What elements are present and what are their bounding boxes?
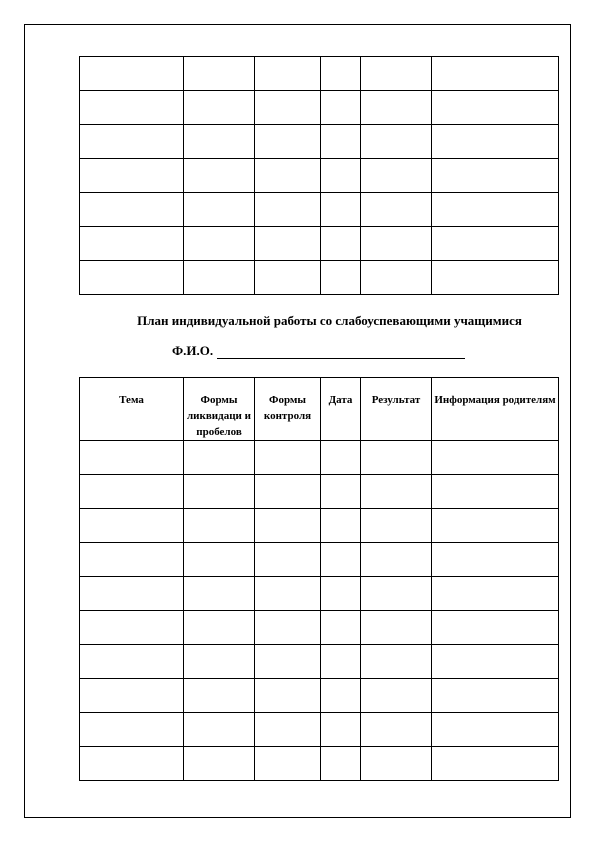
table-cell[interactable] — [432, 679, 559, 713]
table-cell[interactable] — [255, 611, 321, 645]
table-row — [80, 577, 559, 611]
table-cell[interactable] — [184, 475, 255, 509]
table-row — [80, 509, 559, 543]
table-cell[interactable] — [184, 125, 255, 159]
table-cell[interactable] — [432, 159, 559, 193]
table-cell[interactable] — [255, 227, 321, 261]
table-cell[interactable] — [321, 91, 361, 125]
table-cell[interactable] — [80, 577, 184, 611]
table-row — [80, 713, 559, 747]
table-cell[interactable] — [184, 57, 255, 91]
table-cell[interactable] — [361, 645, 432, 679]
table-cell[interactable] — [255, 57, 321, 91]
table-row — [80, 57, 559, 91]
table-cell[interactable] — [80, 475, 184, 509]
table-cell[interactable] — [184, 543, 255, 577]
table-cell[interactable] — [321, 441, 361, 475]
table-cell[interactable] — [184, 193, 255, 227]
table-cell[interactable] — [255, 441, 321, 475]
table-cell[interactable] — [432, 611, 559, 645]
table-cell[interactable] — [184, 159, 255, 193]
header-control-forms: Формы контроля — [255, 378, 321, 441]
table-cell[interactable] — [432, 91, 559, 125]
table-row — [80, 645, 559, 679]
table-cell[interactable] — [432, 261, 559, 295]
table-cell[interactable] — [80, 679, 184, 713]
table-cell[interactable] — [184, 91, 255, 125]
table-cell[interactable] — [184, 577, 255, 611]
table-row — [80, 441, 559, 475]
table-cell[interactable] — [432, 747, 559, 781]
previous-page-table — [79, 56, 559, 295]
table-cell[interactable] — [361, 475, 432, 509]
table-cell[interactable] — [432, 577, 559, 611]
table-cell[interactable] — [255, 261, 321, 295]
table-cell[interactable] — [321, 125, 361, 159]
table-cell[interactable] — [255, 645, 321, 679]
table-cell[interactable] — [321, 679, 361, 713]
table-cell[interactable] — [321, 159, 361, 193]
table-cell[interactable] — [80, 645, 184, 679]
table-cell[interactable] — [432, 645, 559, 679]
table-cell[interactable] — [80, 261, 184, 295]
table-cell[interactable] — [321, 475, 361, 509]
table-cell[interactable] — [255, 509, 321, 543]
table-row — [80, 543, 559, 577]
table-cell[interactable] — [80, 611, 184, 645]
table-row — [80, 193, 559, 227]
table-cell[interactable] — [80, 125, 184, 159]
header-date: Дата — [321, 378, 361, 441]
table-cell[interactable] — [321, 577, 361, 611]
table-cell[interactable] — [361, 57, 432, 91]
table-row — [80, 611, 559, 645]
table-cell[interactable] — [255, 713, 321, 747]
table-cell[interactable] — [361, 611, 432, 645]
header-parent-info: Информация родителям — [432, 378, 559, 441]
table-cell[interactable] — [80, 227, 184, 261]
table-cell[interactable] — [321, 509, 361, 543]
table-cell[interactable] — [80, 57, 184, 91]
table-cell[interactable] — [184, 747, 255, 781]
table-cell[interactable] — [321, 261, 361, 295]
table-cell[interactable] — [321, 227, 361, 261]
table-cell[interactable] — [432, 57, 559, 91]
table-cell[interactable] — [184, 441, 255, 475]
fio-label: Ф.И.О. — [172, 343, 214, 358]
table-cell[interactable] — [255, 577, 321, 611]
table-row — [80, 159, 559, 193]
table-cell[interactable] — [361, 261, 432, 295]
table-cell[interactable] — [361, 91, 432, 125]
table-cell[interactable] — [80, 543, 184, 577]
table-cell[interactable] — [321, 747, 361, 781]
table-cell[interactable] — [255, 747, 321, 781]
fio-line — [172, 343, 465, 359]
table-cell[interactable] — [361, 713, 432, 747]
table-cell[interactable] — [361, 227, 432, 261]
table-cell[interactable] — [255, 159, 321, 193]
table-cell[interactable] — [432, 227, 559, 261]
table-cell[interactable] — [255, 679, 321, 713]
table-cell[interactable] — [361, 679, 432, 713]
table-cell[interactable] — [361, 509, 432, 543]
plan-table — [79, 377, 559, 781]
table-row — [80, 125, 559, 159]
table-cell[interactable] — [432, 475, 559, 509]
table-cell[interactable] — [80, 509, 184, 543]
table-cell[interactable] — [432, 543, 559, 577]
table-cell[interactable] — [184, 227, 255, 261]
plan-title: План индивидуальной работы со слабоуспевающими учащимися — [137, 313, 522, 328]
plan-table-header-row — [80, 378, 559, 441]
table-cell[interactable] — [361, 543, 432, 577]
header-gap-forms: Формы ликвидаци и пробелов — [184, 378, 255, 441]
table-row — [80, 227, 559, 261]
table-row — [80, 747, 559, 781]
table-cell[interactable] — [80, 91, 184, 125]
table-cell[interactable] — [80, 713, 184, 747]
fio-blank-field[interactable] — [217, 344, 465, 359]
table-cell[interactable] — [184, 679, 255, 713]
table-row — [80, 261, 559, 295]
table-cell[interactable] — [321, 611, 361, 645]
table-cell[interactable] — [184, 509, 255, 543]
table-cell[interactable] — [80, 193, 184, 227]
table-cell[interactable] — [432, 509, 559, 543]
table-row — [80, 91, 559, 125]
table-cell[interactable] — [432, 125, 559, 159]
table-row — [80, 679, 559, 713]
table-cell[interactable] — [361, 441, 432, 475]
table-cell[interactable] — [184, 645, 255, 679]
table-cell[interactable] — [432, 441, 559, 475]
table-cell[interactable] — [432, 193, 559, 227]
table-cell[interactable] — [361, 747, 432, 781]
table-cell[interactable] — [321, 645, 361, 679]
header-topic: Тема — [80, 378, 184, 441]
table-cell[interactable] — [321, 57, 361, 91]
table-cell[interactable] — [184, 611, 255, 645]
table-row — [80, 475, 559, 509]
table-cell[interactable] — [255, 543, 321, 577]
table-cell[interactable] — [361, 193, 432, 227]
table-cell[interactable] — [184, 261, 255, 295]
table-cell[interactable] — [321, 543, 361, 577]
table-cell[interactable] — [255, 475, 321, 509]
table-cell[interactable] — [184, 713, 255, 747]
table-cell[interactable] — [361, 125, 432, 159]
table-cell[interactable] — [255, 193, 321, 227]
table-cell[interactable] — [321, 713, 361, 747]
header-result: Результат — [361, 378, 432, 441]
table-cell[interactable] — [80, 159, 184, 193]
table-cell[interactable] — [255, 91, 321, 125]
table-cell[interactable] — [361, 159, 432, 193]
table-cell[interactable] — [432, 713, 559, 747]
table-cell[interactable] — [321, 193, 361, 227]
table-cell[interactable] — [361, 577, 432, 611]
table-cell[interactable] — [80, 441, 184, 475]
table-cell[interactable] — [80, 747, 184, 781]
table-cell[interactable] — [255, 125, 321, 159]
